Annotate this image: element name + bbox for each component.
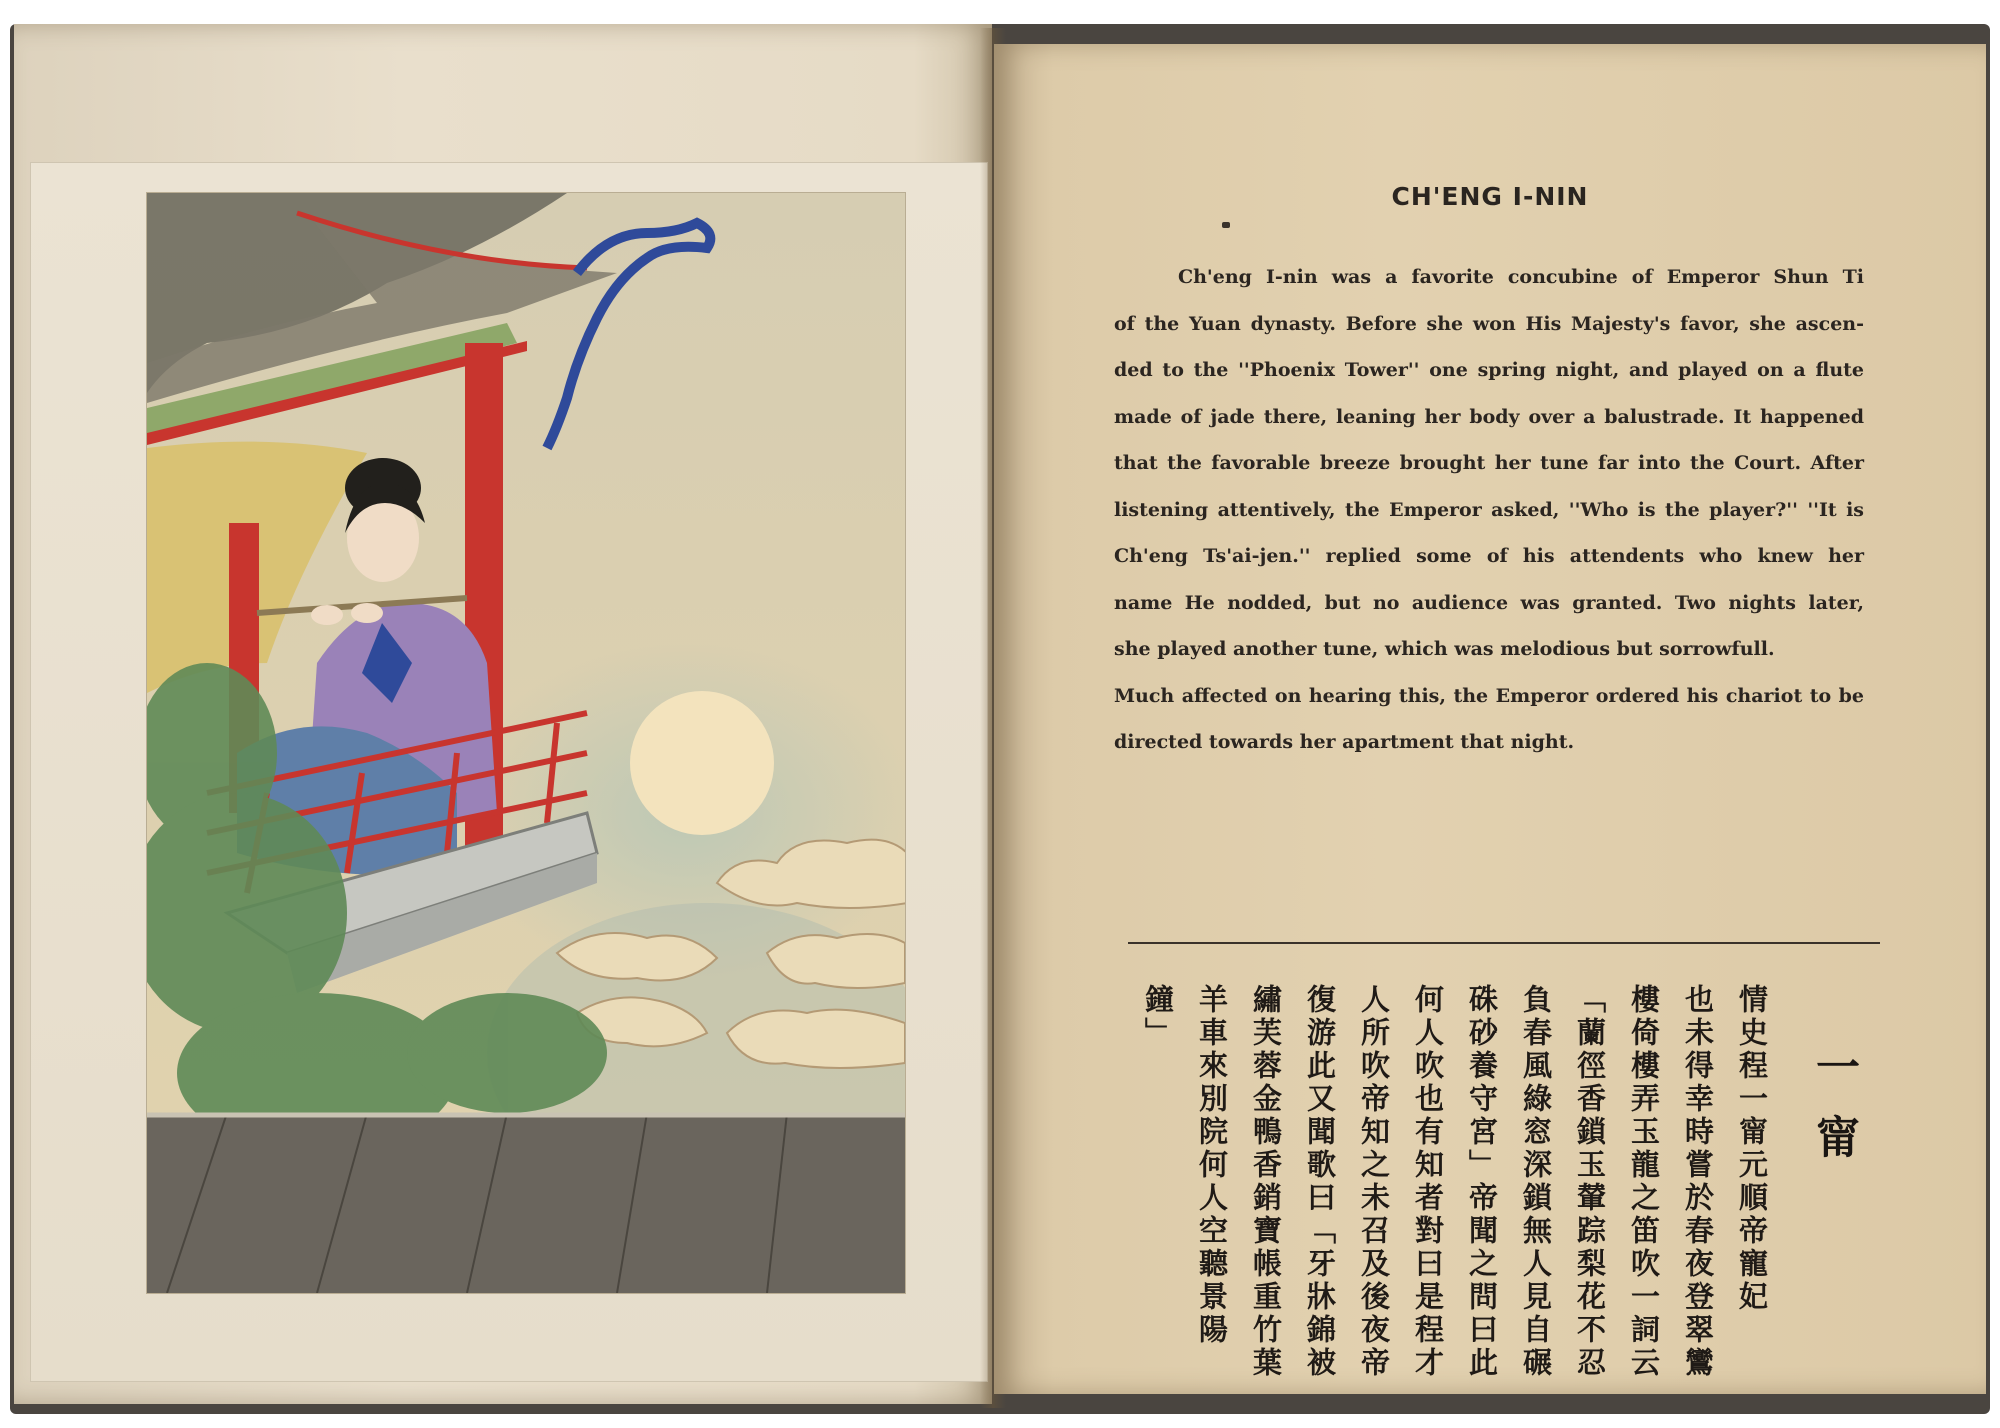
floor [147, 1113, 905, 1293]
chinese-column: 人所吹帝知之未召及後夜帝 [1357, 984, 1391, 1380]
story-text [1114, 254, 1864, 766]
chinese-heading: 一甯 [1808, 1044, 1859, 1184]
right-page [994, 44, 1986, 1394]
page-title: CH'ENG I-NIN [1391, 182, 1589, 211]
divider-rule [1128, 942, 1880, 944]
moon [630, 691, 774, 835]
story-line: of the Yuan dynasty. Before she won His Majesty's favor, she ascen- [1114, 312, 1864, 335]
chinese-column: 鐘」 [1141, 984, 1175, 1050]
ink-speck [1222, 222, 1230, 228]
story-line: listening attentively, the Emperor asked, ''Who is the player?'' ''It is [1114, 498, 1864, 521]
chinese-column: 繡芙蓉金鴨香銷寶帳重竹葉 [1249, 984, 1283, 1380]
chinese-column: 樓倚樓弄玉龍之笛吹一詞云 [1627, 984, 1661, 1380]
story-line: made of jade there, leaning her body over a balustrade. It happened [1114, 405, 1864, 428]
open-book [10, 18, 1990, 1414]
chinese-column: 復游此又聞歌曰「牙牀錦被 [1303, 984, 1337, 1380]
story-line: ded to the ''Phoenix Tower'' one spring night, and played on a flute [1114, 359, 1864, 381]
story-line: directed towards her apartment that night. [1114, 731, 1575, 753]
story-line: Ch'eng I-nin was a favorite concubine of Emperor Shun Ti [1178, 266, 1864, 288]
chinese-column: 硃砂養守宮」帝聞之問曰此 [1465, 984, 1499, 1380]
painting-woman-playing-flute [146, 192, 906, 1294]
story-line: that the favorable breeze brought her tune far into the Court. After [1114, 452, 1864, 474]
story-line: she played another tune, which was melodious but sorrowfull. [1114, 638, 1775, 660]
painting-illustration [147, 193, 905, 1293]
chinese-column: 「蘭徑香鎖玉輦踪梨花不忍 [1573, 984, 1607, 1380]
chinese-column: 負春風綠窓深鎖無人見自碾 [1519, 984, 1553, 1380]
chinese-column: 也未得幸時嘗於春夜登翠鸞 [1681, 984, 1715, 1380]
chinese-column: 情史程一甯元順帝寵妃 [1735, 984, 1769, 1314]
chinese-column: 何人吹也有知者對曰是程才 [1411, 984, 1445, 1380]
chinese-column: 羊車來別院何人空聽景陽 [1195, 984, 1229, 1347]
story-line: Much affected on hearing this, the Emperor ordered his chariot to be [1114, 684, 1864, 707]
story-line: Ch'eng Ts'ai-jen.'' replied some of his attendents who knew her [1114, 545, 1864, 567]
story-line: name He nodded, but no audience was granted. Two nights later, [1114, 591, 1864, 614]
chinese-text-block [1106, 984, 1886, 1394]
left-page [14, 24, 992, 1404]
